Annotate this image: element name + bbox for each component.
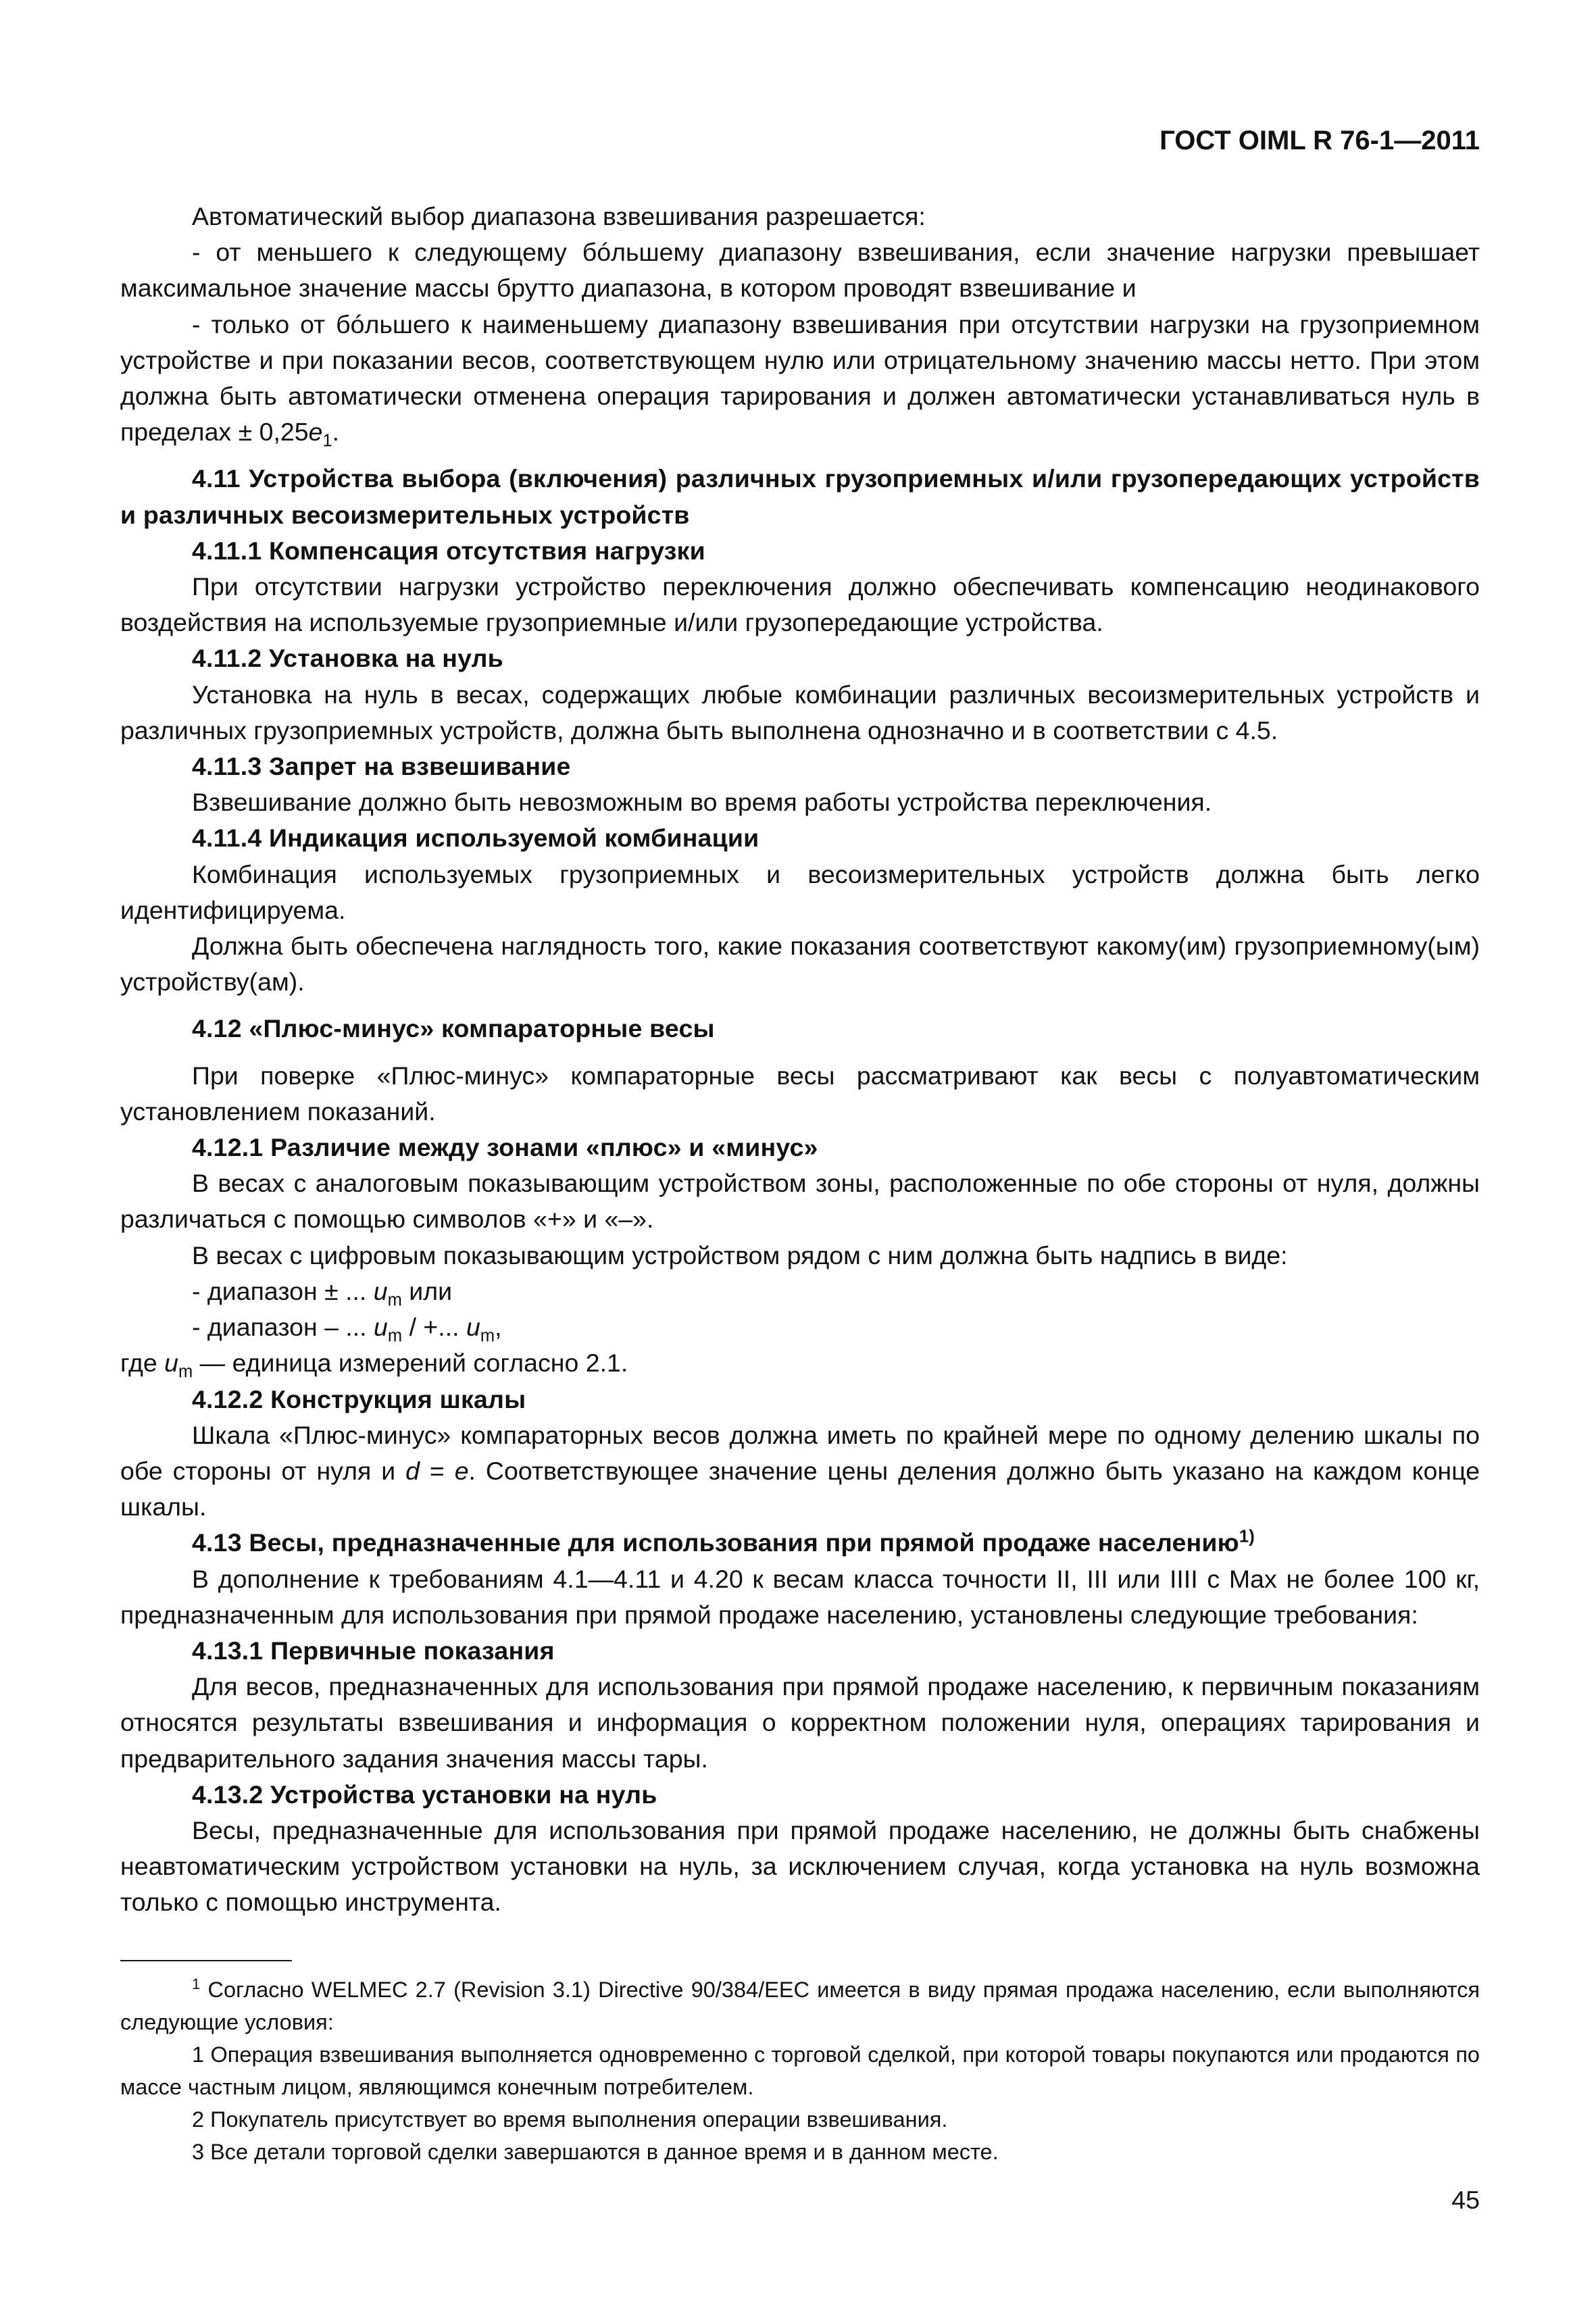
subsection-heading-4-11-1: 4.11.1 Компенсация отсутствия нагрузки [192,536,705,565]
paragraph: Весы, предназначенные для использования при прямой продаже населению, не должны быть снабжены неавтоматическим устройством установки на нуль, за исключением случая, когда установка на нуль возможна только с помощью инструмента. [120,1815,1480,1917]
paragraph: Установка на нуль в весах, содержащих любые комбинации различных весоизмерительных устройств и различных грузоприемных устройств, должна быть выполнена однозначно и в соответствии с 4.5. [120,680,1480,745]
paragraph: При отсутствии нагрузки устройство переключения должно обеспечивать компенсацию неодинакового воздействия на используемые грузоприемные и/или грузопередающие устройства. [120,572,1480,637]
paragraph: Должна быть обеспечена наглядность того, какие показания соответствуют какому(им) грузоприемному(ым) устройству(ам). [120,932,1480,997]
paragraph: Автоматический выбор диапазона взвешивания разрешается: [192,202,926,230]
paragraph: Взвешивание должно быть невозможным во время работы устройства переключения. [192,788,1212,817]
document-code-header: ГОСТ OIML R 76-1—2011 [1159,126,1480,155]
subsection-heading-4-13-1: 4.13.1 Первичные показания [192,1636,555,1665]
section-heading-4-13: 4.13 Весы, предназначенные для использования при прямой продаже населению$^{1)}$ [192,1527,1255,1557]
paragraph: В весах с аналоговым показывающим устройством зоны, расположенные по обе стороны от нуля, должны различаться с помощью символов «+» и «–». [120,1169,1480,1234]
section-heading-4-12: 4.12 «Плюс-минус» компараторные весы [192,1014,715,1043]
paragraph: Комбинация используемых грузоприемных и весоизмерительных устройств должна быть легко идентифицируема. [120,859,1480,924]
paragraph: - только от бóльшего к наименьшему диапазону взвешивания при отсутствии нагрузки на грузоприемном устройстве и при показании весов, соответствующем нулю или отрицательному значению массы нетто. При этом должна быть автоматически отменена операция тарирования и должен автоматически устанавливаться нуль в пределах ± $0,25e_1$. [120,309,1480,451]
paragraph: В весах с цифровым показывающим устройством рядом с ним должна быть надпись в виде: [192,1240,1288,1269]
paragraph: Шкала «Плюс-минус» компараторных весов должна иметь по крайней мере по одному делению шкалы по обе стороны от нуля и d = e. Соответствующее значение цены деления должно быть указано на каждом конце шкалы. [120,1420,1480,1521]
document-body [120,199,1480,2168]
range-line: - диапазон ± ... $u_m$ или [192,1276,453,1310]
section-heading-4-11: 4.11 Устройства выбора (включения) различных грузоприемных и/или грузопередающих устройств и различных весоизмерительных устройств [120,464,1480,529]
footnote-item: 1 Операция взвешивания выполняется одновременно с торговой сделкой, при которой товары покупаются или продаются по массе частным лицом, являющимся конечным потребителем. [120,2042,1480,2099]
subsection-heading-4-12-2: 4.12.2 Конструкция шкалы [192,1384,526,1413]
paragraph: При поверке «Плюс-минус» компараторные весы рассматривают как весы с полуавтоматическим установлением показаний. [120,1061,1480,1126]
footnote-item: 3 Все детали торговой сделки завершаются в данное время и в данном месте. [192,2139,999,2164]
range-line: - диапазон – ... $u_m$ / +... $u_m$, [192,1313,502,1346]
paragraph: - от меньшего к следующему бóльшему диапазону взвешивания, если значение нагрузки превышает максимальное значение массы брутто диапазона, в котором проводят взвешивание и [120,238,1480,303]
paragraph: В дополнение к требованиям 4.1—4.11 и 4.20 к весам класса точности II, III или IIII с Max не более 100 кг, предназначенным для использования при прямой продаже населению, установлены следующие требования: [120,1564,1480,1629]
subsection-heading-4-12-1: 4.12.1 Различие между зонами «плюс» и «минус» [192,1133,818,1162]
page-number: 45 [1451,2186,1480,2214]
subsection-heading-4-11-2: 4.11.2 Установка на нуль [192,644,503,673]
unit-definition: где $u_m$ — единица измерений согласно 2.1. [120,1349,628,1382]
footnote-reference: 1) [1239,1527,1255,1546]
subsection-heading-4-13-2: 4.13.2 Устройства установки на нуль [192,1780,657,1809]
footnote-item: 2 Покупатель присутствует во время выполнения операции взвешивания. [192,2107,948,2132]
subsection-heading-4-11-3: 4.11.3 Запрет на взвешивание [192,752,571,781]
footnote: $^1$ Согласно WELMEC 2.7 (Revision 3.1) Directive 90/384/EEC имеется в виду прямая продажа населению, если выполняются следующие условия: [120,1975,1480,2034]
paragraph: Для весов, предназначенных для использования при прямой продаже населению, к первичным показаниям относятся результаты взвешивания и информация о корректном положении нуля, операциях тарирования и предварительного задания значения массы тары. [120,1672,1480,1773]
subsection-heading-4-11-4: 4.11.4 Индикация используемой комбинации [192,824,759,853]
footnote-divider [120,1960,292,1961]
